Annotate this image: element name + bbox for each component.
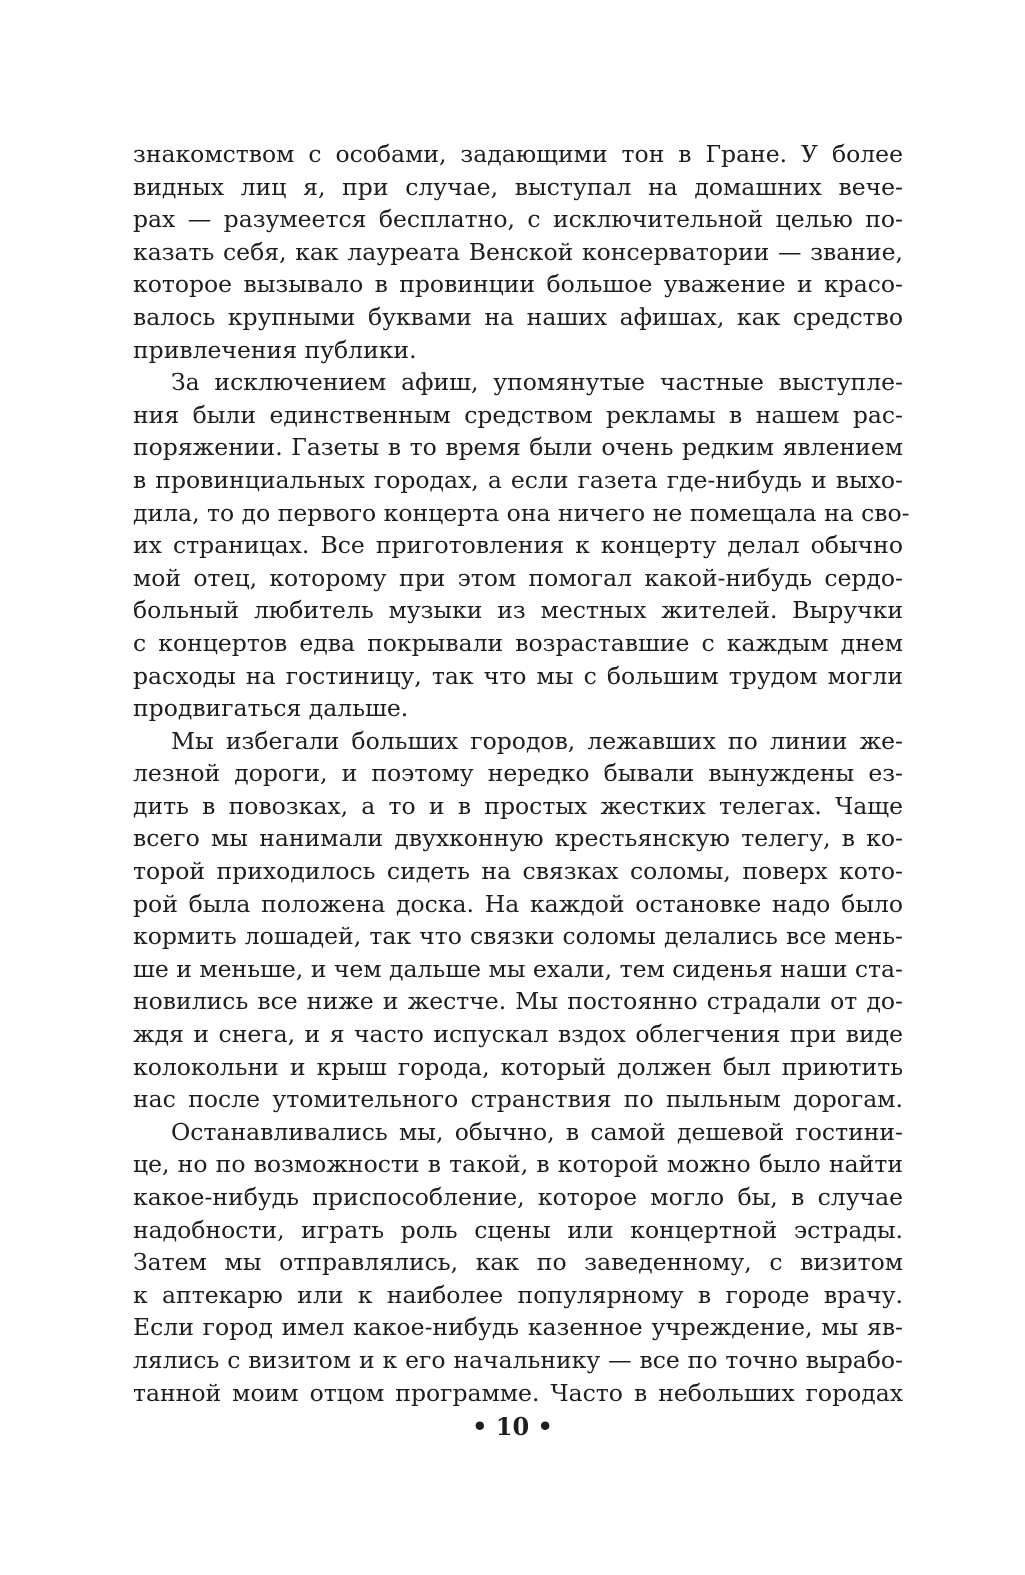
text-line: с концертов едва покрывали возраставшие с каждым днем [133, 628, 903, 657]
text-line: продвигаться дальше. [133, 694, 409, 723]
text-line: ше и меньше, и чем дальше мы ехали, тем сиденья наши ста- [133, 954, 903, 983]
text-line: колокольни и крыш города, который должен был приютить [133, 1052, 903, 1081]
text-line: расходы на гостиницу, так что мы с большим трудом могли [133, 661, 903, 690]
text-line: лезной дороги, и поэтому нередко бывали вынуждены ез- [133, 759, 903, 788]
text-line: в провинциальных городах, а если газета где-нибудь и выхо- [133, 465, 903, 494]
text-line: надобности, играть роль сцены или концертной эстрады. [133, 1215, 903, 1244]
text-line: Мы избегали больших городов, лежавших по линии же- [171, 726, 903, 755]
text-line: ния были единственным средством рекламы в нашем рас- [133, 400, 903, 429]
text-line: всего мы нанимали двухконную крестьянскую телегу, в ко- [133, 824, 903, 853]
text-line: какое-нибудь приспособление, которое могло бы, в случае [133, 1183, 903, 1211]
text-line: лялись с визитом и к его начальнику — все по точно вырабо- [133, 1345, 903, 1374]
text-line: казать себя, как лауреата Венской консерватории — звание, [133, 237, 903, 266]
text-line: больный любитель музыки из местных жителей. Выручки [133, 596, 903, 625]
text-line: видных лиц я, при случае, выступал на домашних вече- [133, 172, 903, 201]
text-line: к аптекарю или к наиболее популярному в городе врачу. [133, 1280, 903, 1309]
text-line: их страницах. Все приготовления к концерту делал обычно [133, 531, 903, 560]
text-line: валось крупными буквами на наших афишах, как средство [133, 302, 903, 331]
page-number: • 10 • [472, 1412, 553, 1441]
text-line: ждя и снега, и я часто испускал вздох облегчения при виде [133, 1020, 903, 1049]
text-line: це, но по возможности в такой, в которой можно было найти [133, 1150, 903, 1179]
text-line: Если город имел какое-нибудь казенное учреждение, мы яв- [133, 1313, 903, 1342]
text-line: дила, то до первого концерта она ничего не помещала на сво- [133, 498, 910, 527]
text-line: мой отец, которому при этом помогал какой-нибудь сердо- [133, 563, 903, 592]
text-line: торой приходилось сидеть на связках соломы, поверх кото- [133, 857, 903, 886]
text-line: рой была положена доска. На каждой остановке надо было [133, 889, 903, 918]
text-line: которое вызывало в провинции большое уважение и красо- [133, 270, 903, 299]
text-line: кормить лошадей, так что связки соломы делались все мень- [133, 922, 903, 951]
text-line: За исключением афиш, упомянутые частные выступле- [171, 368, 903, 397]
text-line: поряжении. Газеты в то время были очень редким явлением [133, 433, 903, 462]
text-line: привлечения публики. [133, 335, 417, 364]
text-line: танной моим отцом программе. Часто в небольших городах [133, 1378, 903, 1407]
text-line: нас после утомительного странствия по пыльным дорогам. [133, 1085, 903, 1114]
text-line: Затем мы отправлялись, как по заведенному, с визитом [133, 1248, 903, 1277]
text-line: новились все ниже и жестче. Мы постоянно страдали от до- [133, 987, 903, 1016]
body-text [133, 138, 910, 1409]
text-line: знакомством с особами, задающими тон в Гране. У более [133, 140, 903, 168]
text-line: рах — разумеется бесплатно, с исключительной целью по- [133, 205, 903, 234]
text-line: Останавливались мы, обычно, в самой дешевой гостини- [171, 1117, 903, 1146]
text-line: дить в повозках, а то и в простых жестких телегах. Чаще [133, 791, 903, 820]
